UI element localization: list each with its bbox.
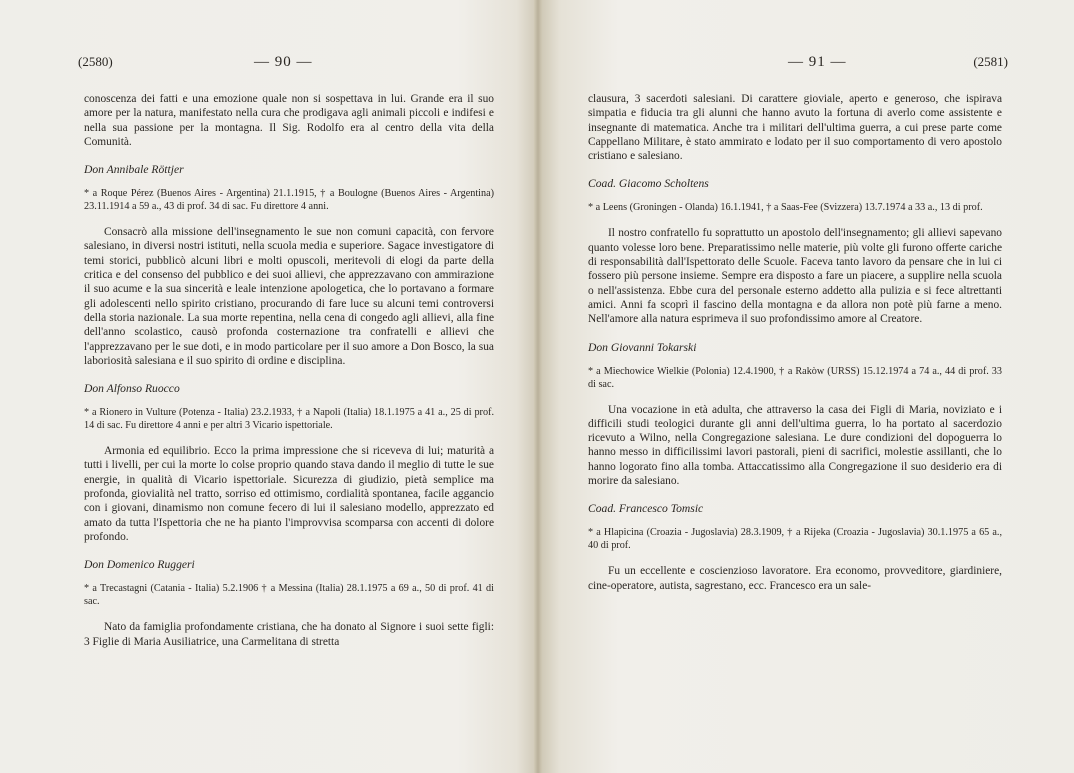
- left-page-code: (2580): [78, 54, 113, 69]
- entry-name: Coad. Francesco Tomsic: [588, 502, 704, 516]
- left-intro-paragraph: conoscenza dei fatti e una emozione quale non si sospettava in lui. Grande era il suo amore per la natura, manifestato nella cura che prodigava agli animali piccoli e indifesi e nella sua passione per la montagna. Il Sig. Rodolfo era al centro della vita della Comunità.: [84, 93, 494, 148]
- left-page-header: [78, 54, 494, 72]
- right-page: [538, 0, 1074, 773]
- entry-name: Don Domenico Ruggeri: [84, 558, 195, 572]
- entry-bio: * a Rionero in Vulture (Potenza - Italia) 23.2.1933, † a Napoli (Italia) 18.1.1975 a 41 a., 25 di prof. 14 di sac. Fu direttore 4 anni e per altri 3 Vicario ispettoriale.: [84, 407, 494, 432]
- right-page-header: [588, 54, 1008, 72]
- right-page-number: — 91 —: [788, 54, 847, 70]
- entry-name: Don Giovanni Tokarski: [588, 340, 697, 354]
- entry-text: Consacrò alla missione dell'insegnamento le sue non comuni capacità, con fervore salesiano, in diversi nostri istituti, nella scuola media e superiore. Sagace investigatore di temi storici, pubblicò alcuni libri e molti opuscoli, meritevoli di elogi da parte della critica e del consenso del pubblico e dei suoi allievi, che apprezzavano con ammirazione il suo acume e la sua sincerità e leale intenzione apologetica, che lo portavano a formare gli adolescenti nello spirito cristiano, procurando di fare luce su alcuni temi controversi della storia nazionale. La sua morte repentina, nella cena di congedo agli allievi, alla fine dell'anno scolastico, causò profonda costernazione tra confratelli e allievi che l'apprezzavano per le sue doti, e in modo particolare per il suo amore a Don Bosco, la sua laboriosità salesiana e il suo spirito di ordine e disciplina.: [84, 226, 494, 367]
- entry-name: Don Annibale Röttjer: [84, 163, 184, 177]
- entry-name: Don Alfonso Ruocco: [84, 382, 180, 396]
- entry-bio: * a Leens (Groningen - Olanda) 16.1.1941, † a Saas-Fee (Svizzera) 13.7.1974 a 33 a., 13 di prof.: [588, 202, 983, 214]
- entry-bio: * a Roque Pérez (Buenos Aires - Argentina) 21.1.1915, † a Boulogne (Buenos Aires - Argentina) 23.11.1914 a 59 a., 43 di prof. 34 di sac. Fu direttore 4 anni.: [84, 188, 494, 213]
- left-page-number: — 90 —: [254, 54, 313, 70]
- entry-bio: * a Hlapicina (Croazia - Jugoslavia) 28.3.1909, † a Rijeka (Croazia - Jugoslavia) 30.1.1975 a 65 a., 40 di prof.: [588, 527, 1002, 552]
- entry-bio: * a Miechowice Wielkie (Polonia) 12.4.1900, † a Rakòw (URSS) 15.12.1974 a 74 a., 44 di prof. 33 di sac.: [588, 365, 1002, 390]
- entry-text: Armonia ed equilibrio. Ecco la prima impressione che si riceveva di lui; maturità a tutti i livelli, per cui la morte lo colse proprio quando stava dando il meglio di tutte le sue energie, in qualità di Vicario ispettoriale. Sicurezza di giudizio, pietà semplice ma profonda, giovialità nel tratto, sorriso ed ottimismo, cordialità spontanea, facile aggancio con i giovani, dinamismo non comune fecero di lui il salesiano modello, apprezzato ed amato da tutta l'Ispettoria che ne ha pianto l'improvvisa scomparsa con accenti di dolore profondo.: [84, 445, 494, 543]
- right-intro-paragraph: clausura, 3 sacerdoti salesiani. Di carattere gioviale, aperto e generoso, che ispirava simpatia e fiducia tra gli alunni che hanno avuto la fortuna di averlo come assistente e insegnante di matematica. Anche tra i militari dell'ultima guerra, a cui prese parte come Cappellano Militare, è stato ammirato e lodato per il suo comportamento di vero apostolo cristiano e salesiano.: [588, 93, 1002, 163]
- entry-name: Coad. Giacomo Scholtens: [588, 177, 709, 191]
- entry-text: Una vocazione in età adulta, che attraverso la casa dei Figli di Maria, noviziato e i difficili studi teologici durante gli anni dell'ultima guerra, lo ha portato al sacerdozio ricevuto a Wilno, nella Congregazione salesiana. Le dure condizioni del dopoguerra lo hanno messo in difficilissimi lavori pastorali, pieni di sacrifici, molestie assillanti, che lo hanno logorato fino alla tomba. Attaccatissimo alla Congregazione il suo desiderio era di morire da salesiano.: [588, 403, 1002, 488]
- entry-text: Fu un eccellente e coscienzioso lavoratore. Era economo, provveditore, giardiniere, cine-operatore, autista, sagrestano, ecc. Francesco era un sale-: [588, 565, 1002, 592]
- entry-text: Il nostro confratello fu soprattutto un apostolo dell'insegnamento; gli allievi sapevano quanto volesse loro bene. Preparatissimo nelle materie, più volte gli furono offerte cariche di responsabilità dall'Ispettorato delle Scuole. Faceva tanto lavoro da pensare che in lui ci fossero più persone insieme. Sempre era disposto a fare un piacere, a supplire nella scuola o nell'assistenza. Ebbe cura del personale esterno addetto alla pulizia e si fece altrettanti amici. Anni fa scoprì il fascino della montagna e da allora non potè più farne a meno. Nell'amore alla natura esprimeva il suo profondissimo amore al Creatore.: [588, 227, 1002, 326]
- right-page-code: (2581): [973, 54, 1008, 69]
- entry-bio: * a Trecastagni (Catania - Italia) 5.2.1906 † a Messina (Italia) 28.1.1975 a 69 a., 50 di prof. 41 di sac.: [84, 583, 494, 608]
- entry-text: Nato da famiglia profondamente cristiana, che ha donato al Signore i suoi sette figli: 3 Figlie di Maria Ausiliatrice, una Carmelitana di stretta: [84, 621, 494, 648]
- book-gutter: [534, 0, 542, 773]
